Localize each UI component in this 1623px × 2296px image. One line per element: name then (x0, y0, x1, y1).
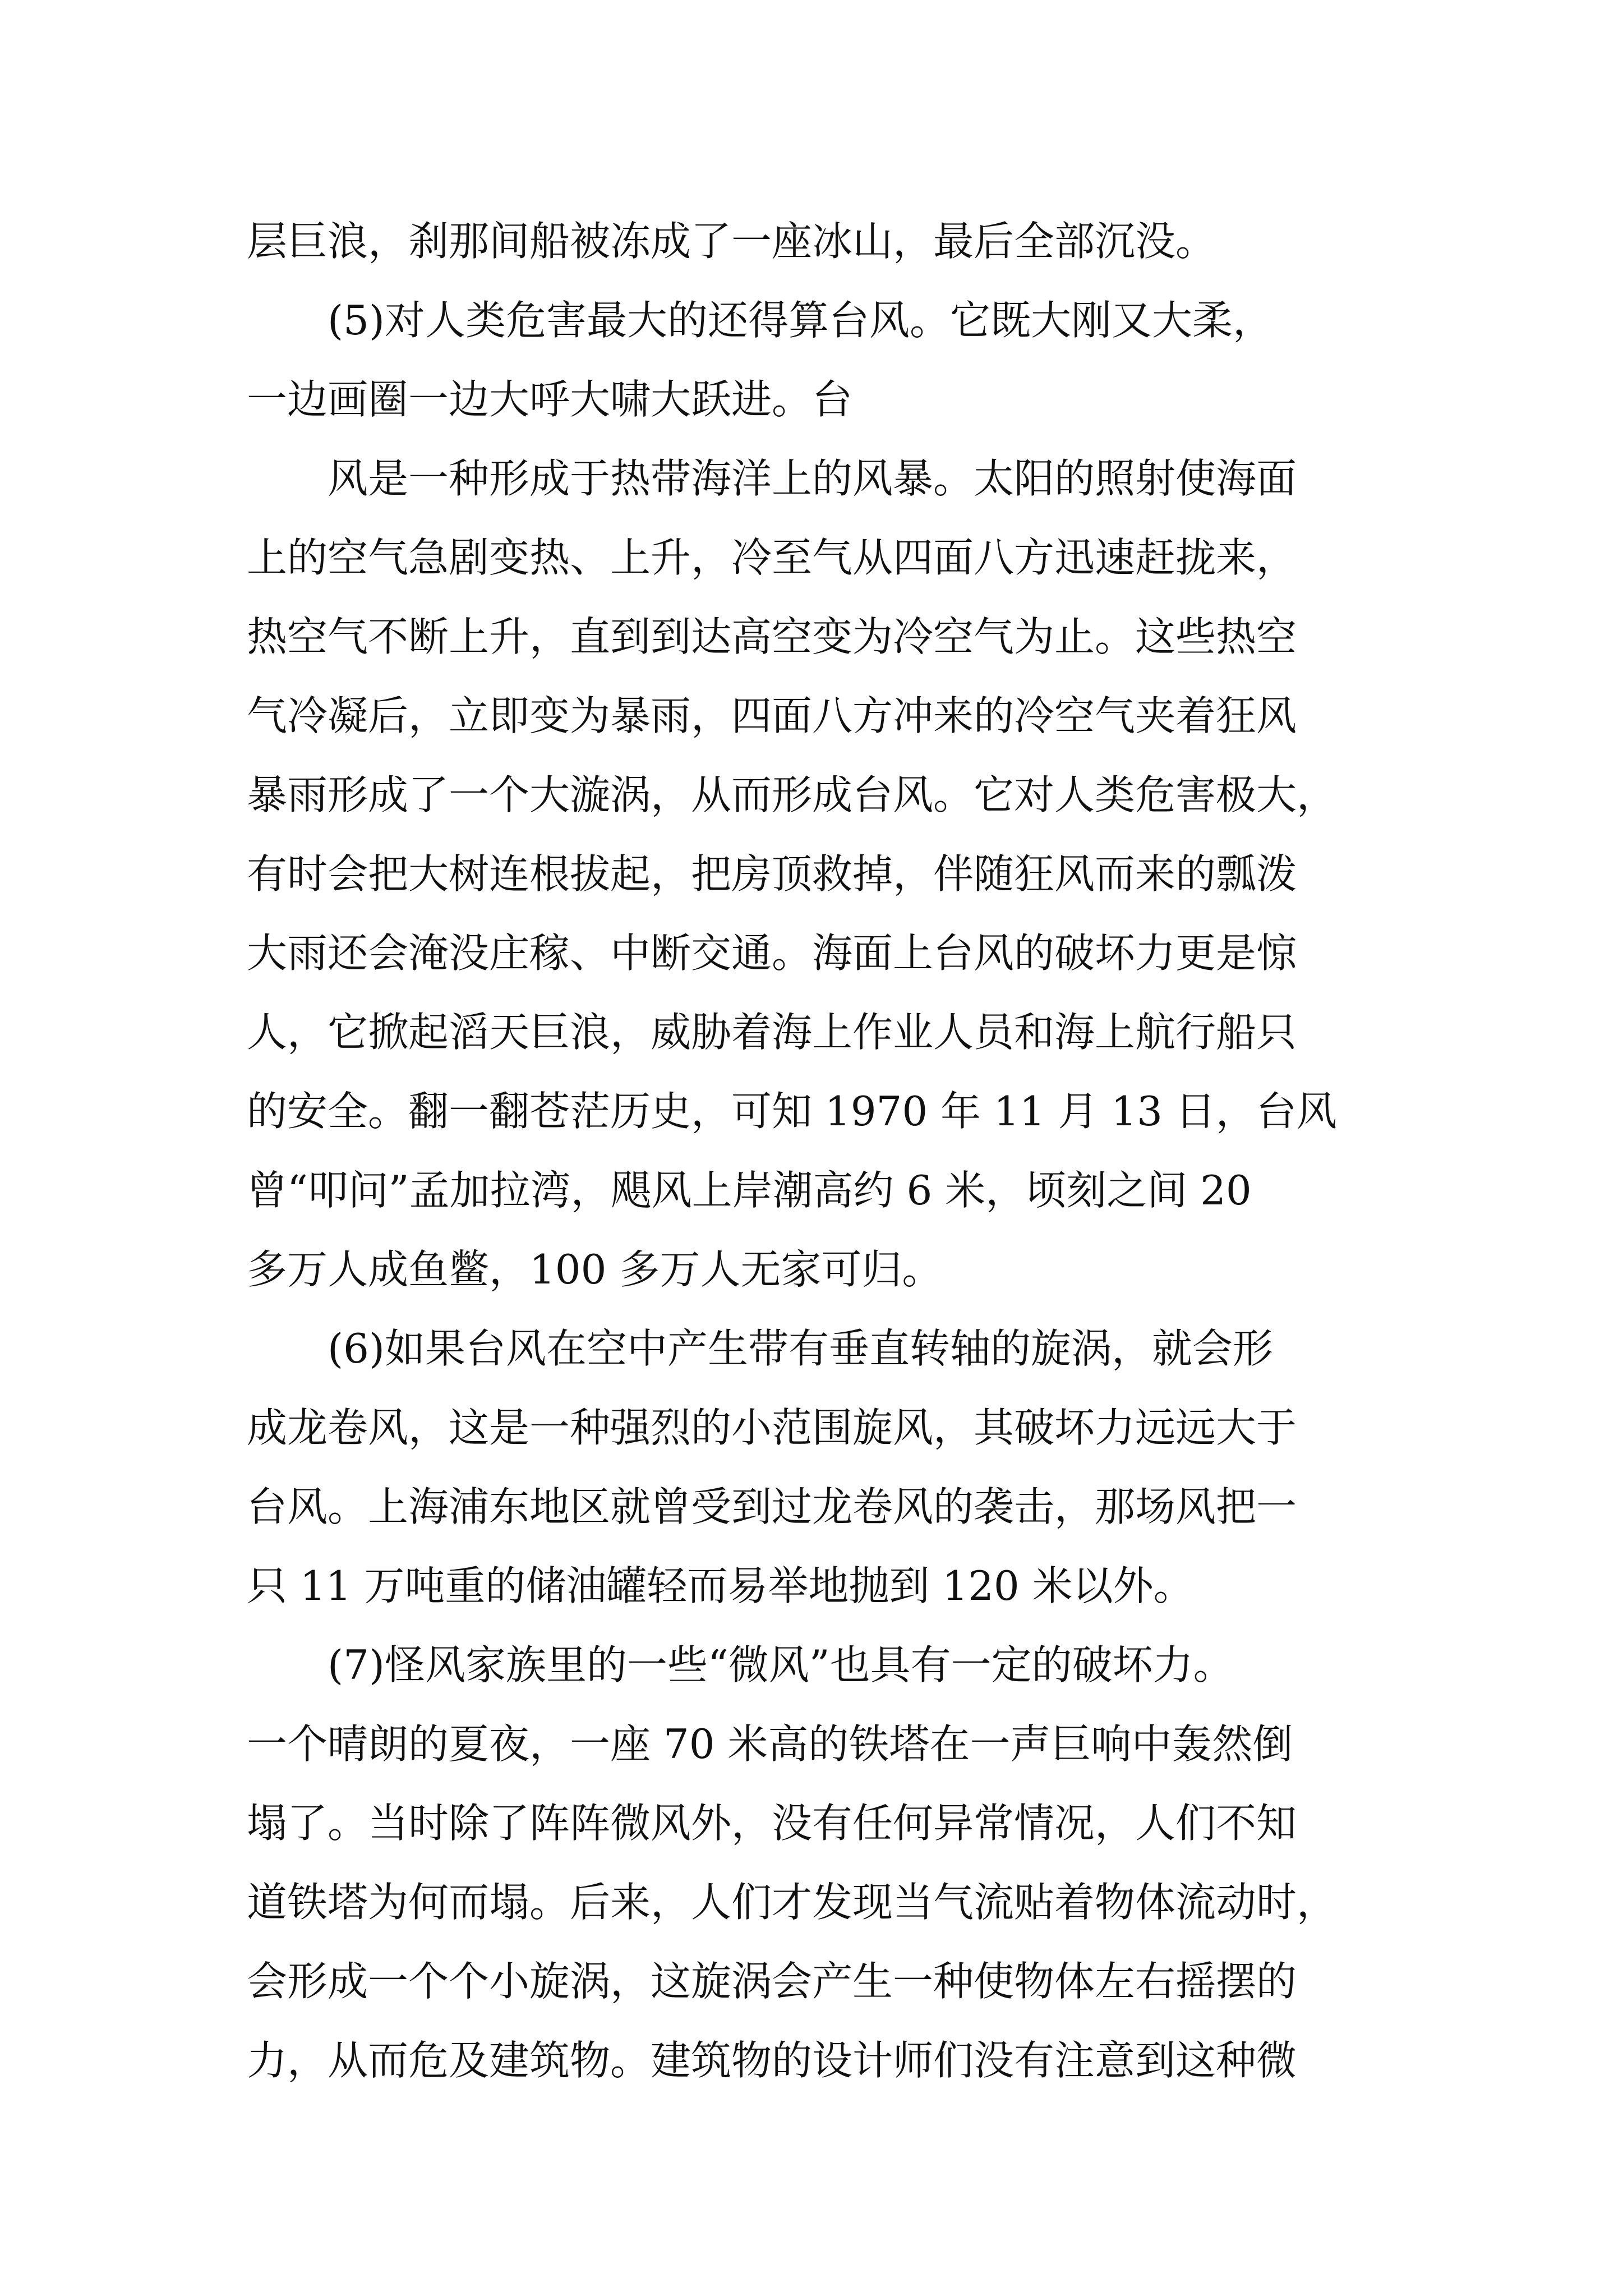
text-line: 热空气不断上升，直到到达高空变为冷空气为止。这些热空 (247, 613, 1297, 660)
text-line: 塌了。当时除了阵阵微风外，没有任何异常情况，人们不知 (247, 1800, 1297, 1847)
text-line: 有时会把大树连根拔起，把房顶救掉，伴随狂风而来的瓢泼 (247, 850, 1297, 898)
text-line: 人，它掀起滔天巨浪，威胁着海上作业人员和海上航行船只 (247, 1009, 1297, 1056)
text-line: 力，从而危及建筑物。建筑物的设计师们没有注意到这种微 (247, 2037, 1297, 2084)
text-line: 多万人成鱼鳖，100 多万人无家可归。 (247, 1246, 943, 1293)
text-line: 一边画圈一边大呼大啸大跃进。台 (247, 376, 853, 423)
text-line: 曾“叩问”孟加拉湾，飓风上岸潮高约 6 米，顷刻之间 20 (247, 1167, 1252, 1214)
text-line: 层巨浪，刹那间船被冻成了一座冰山，最后全部沉没。 (247, 218, 1216, 265)
text-line: 只 11 万吨重的储油罐轻而易举地抛到 120 米以外。 (247, 1562, 1194, 1609)
text-line: 暴雨形成了一个大漩涡，从而形成台风。它对人类危害极大， (247, 771, 1338, 818)
text-line: 成龙卷风，这是一种强烈的小范围旋风，其破坏力远远大于 (247, 1404, 1297, 1451)
text-line: 台风。上海浦东地区就曾受到过龙卷风的袭击，那场风把一 (247, 1483, 1297, 1530)
text-line: 的安全。翻一翻苍茫历史，可知 1970 年 11 月 13 日，台风 (247, 1088, 1337, 1135)
text-line: (6)如果台风在空中产生带有垂直转轴的旋涡，就会形 (328, 1325, 1273, 1372)
text-line: 气冷凝后，立即变为暴雨，四面八方冲来的冷空气夹着狂风 (247, 692, 1297, 739)
text-line: (7)怪风家族里的一些“微风”也具有一定的破坏力。 (328, 1641, 1234, 1688)
text-line: 道铁塔为何而塌。后来，人们才发现当气流贴着物体流动时， (247, 1879, 1338, 1926)
text-line: 会形成一个个小旋涡，这旋涡会产生一种使物体左右摇摆的 (247, 1958, 1297, 2005)
text-line: (5)对人类危害最大的还得算台风。它既大刚又大柔， (328, 297, 1273, 344)
text-line: 大雨还会淹没庄稼、中断交通。海面上台风的破坏力更是惊 (247, 930, 1297, 977)
text-line: 上的空气急剧变热、上升，冷至气从四面八方迅速赶拢来， (247, 534, 1297, 581)
text-line: 一个晴朗的夏夜，一座 70 米高的铁塔在一声巨响中轰然倒 (247, 1720, 1293, 1768)
document-body-text (247, 202, 1385, 2100)
text-line: 风是一种形成于热带海洋上的风暴。太阳的照射使海面 (328, 455, 1297, 502)
